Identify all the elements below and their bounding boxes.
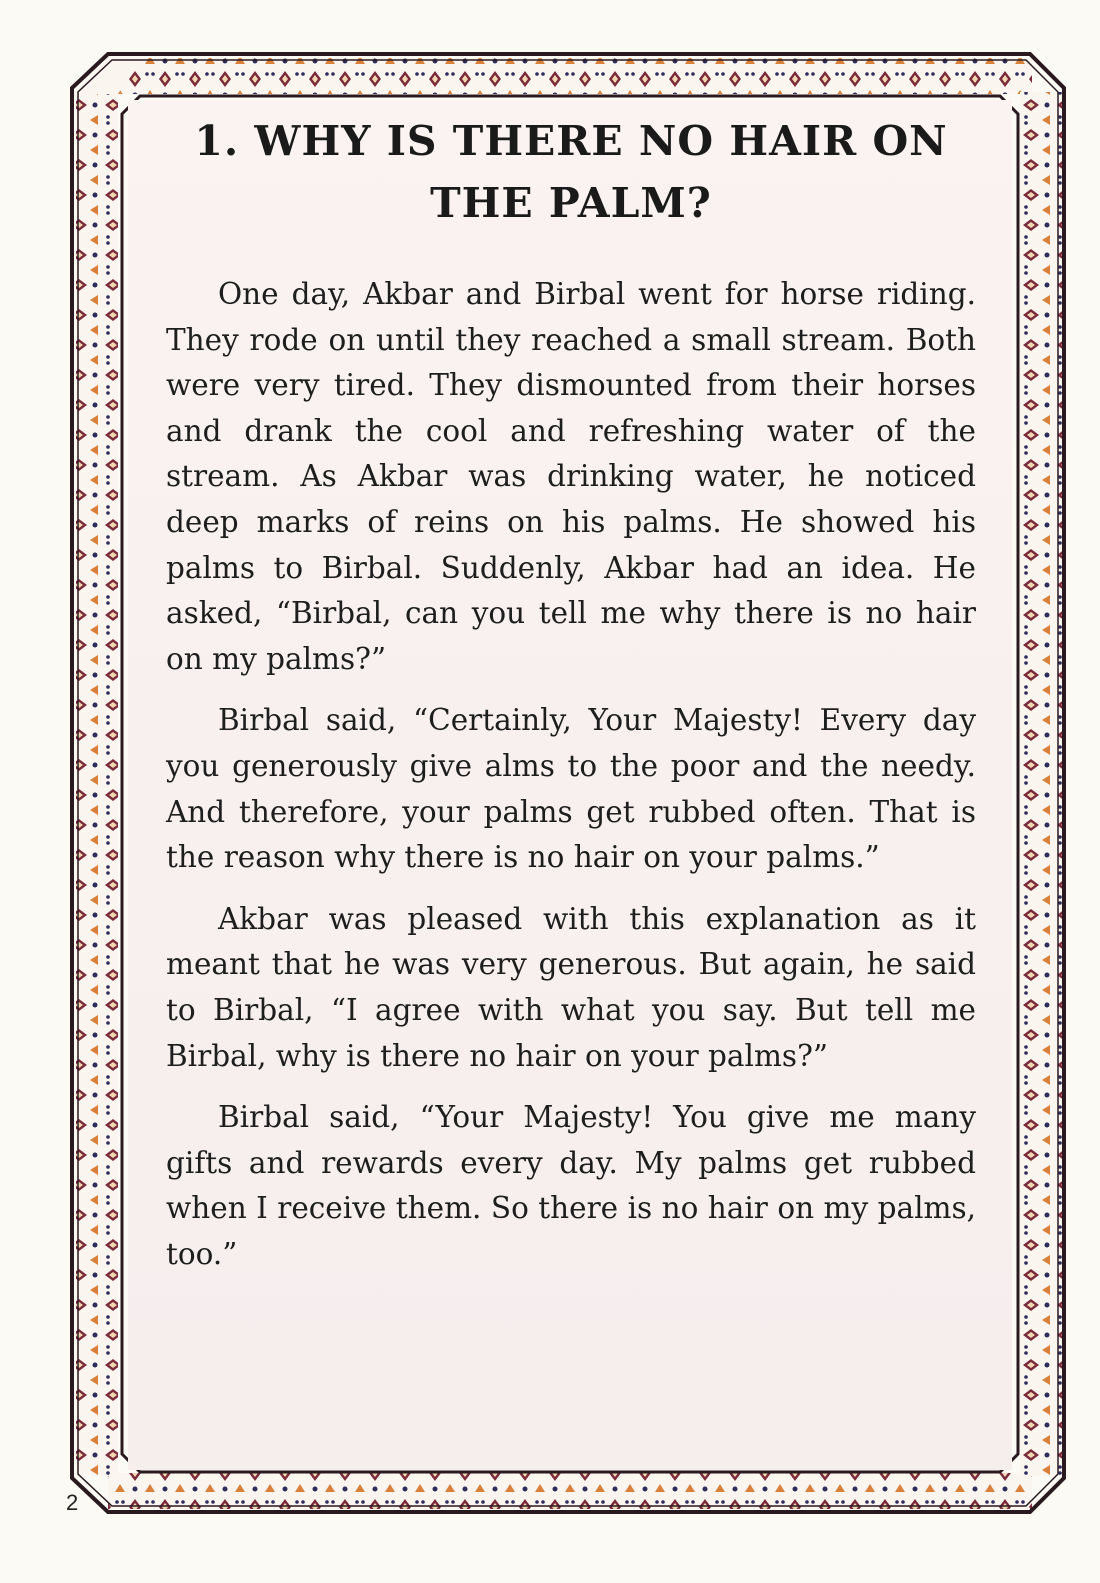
story-title-line-2: THE PALM? (430, 179, 712, 227)
paragraph-4: Birbal said, “Your Majesty! You give me many gifts and rewards every day. My palms get rubbed when I receive them. So there is no hair on my palms, too.” (166, 1100, 976, 1271)
border-band-bottom (108, 1473, 1032, 1509)
story-title-line-1: 1. WHY IS THERE NO HAIR ON (194, 117, 948, 165)
story-title (166, 110, 976, 234)
page-number: 2 (66, 1490, 79, 1515)
border-band-left (76, 92, 118, 1476)
story-content (166, 110, 976, 1293)
border-band-right (1020, 92, 1062, 1476)
paragraph-1: One day, Akbar and Birbal went for horse riding. They rode on until they reached a small stream. Both were very tired. They dismounted from their horses and drank the cool and refreshing water of the stream. As Akbar was drinking water, he noticed deep marks of reins on his palms. He showed his palms to Birbal. Suddenly, Akbar had an idea. He asked, “Birbal, can you tell me why there is no hair on my palms?” (166, 277, 976, 676)
story-body (166, 272, 976, 1277)
paragraph-2: Birbal said, “Certainly, Your Majesty! Every day you generously give alms to the poor and the needy. And therefore, your palms get rubbed often. That is the reason why there is no hair on your palms.” (166, 703, 976, 875)
border-band-top (108, 58, 1032, 94)
paragraph-3: Akbar was pleased with this explanation as it meant that he was very generous. But again, he said to Birbal, “I agree with what you say. But tell me Birbal, why is there no hair on your palms?” (166, 901, 976, 1073)
